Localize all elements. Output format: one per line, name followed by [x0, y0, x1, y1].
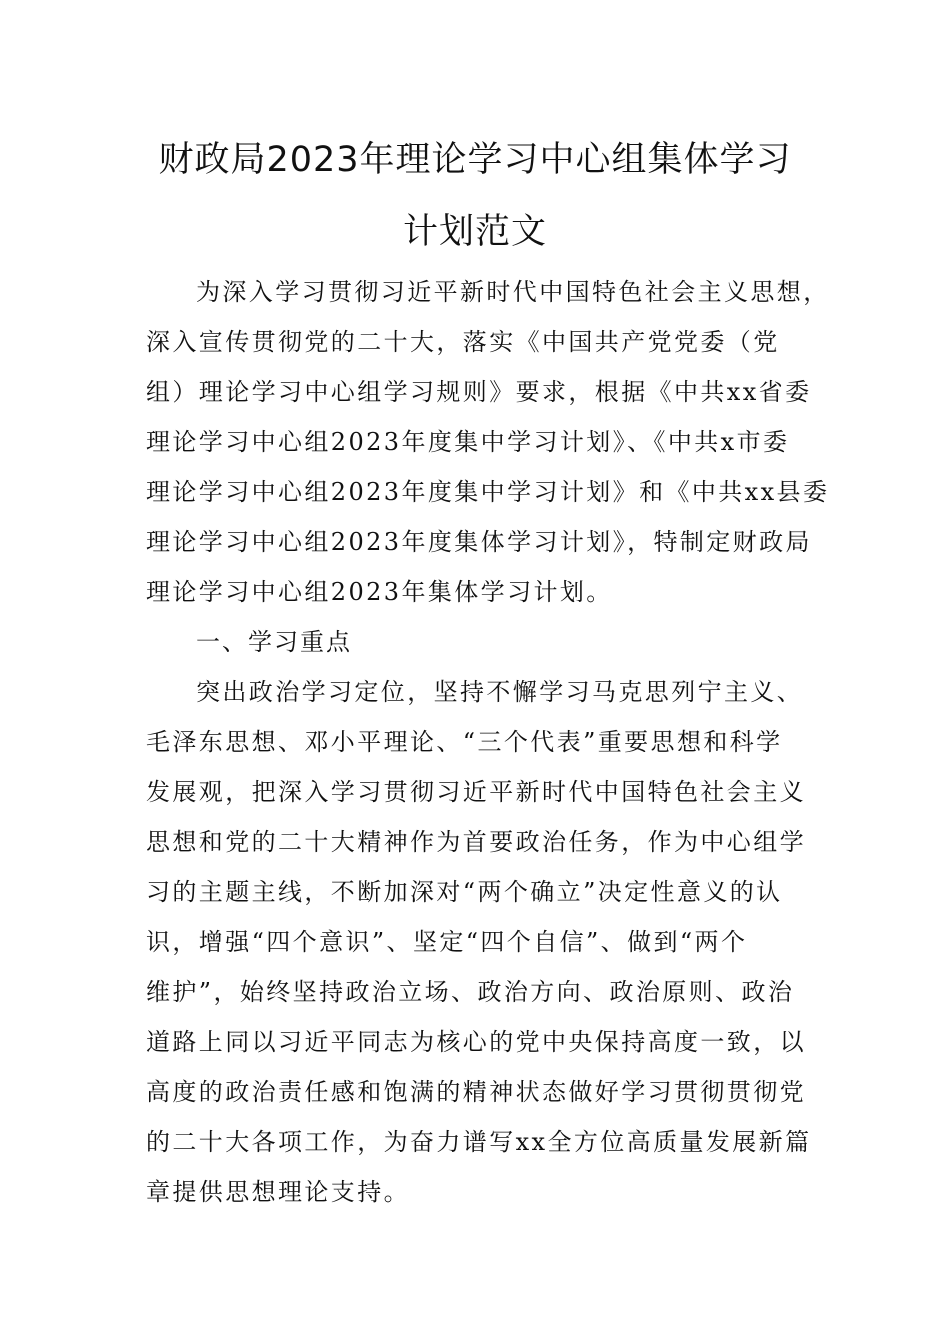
- section-paragraph-line: 的二十大各项工作，为奋力谱写xx全方位高质量发展新篇: [146, 1128, 812, 1156]
- section-paragraph-line: 思想和党的二十大精神作为首要政治任务，作为中心组学: [146, 828, 806, 856]
- section-paragraph-line: 维护”，始终坚持政治立场、政治方向、政治原则、政治: [146, 978, 795, 1006]
- intro-paragraph-line: 理论学习中心组2023年度集中学习计划》和《中共xx县委: [146, 478, 830, 506]
- intro-paragraph-line: 理论学习中心组2023年度集体学习计划》，特制定财政局: [146, 528, 812, 556]
- document-title-line-1: 财政局2023年理论学习中心组集体学习: [158, 140, 792, 180]
- section-paragraph-line: 高度的政治责任感和饱满的精神状态做好学习贯彻贯彻党: [146, 1078, 806, 1106]
- intro-paragraph-line: 为深入学习贯彻习近平新时代中国特色社会主义思想，: [196, 278, 830, 306]
- section-paragraph-line: 发展观，把深入学习贯彻习近平新时代中国特色社会主义: [146, 778, 806, 806]
- section-paragraph-line: 道路上同以习近平同志为核心的党中央保持高度一致，以: [146, 1028, 806, 1056]
- section-paragraph-line: 识，增强“四个意识”、坚定“四个自信”、做到“两个: [146, 928, 748, 956]
- intro-paragraph-line: 组）理论学习中心组学习规则》要求，根据《中共xx省委: [146, 378, 812, 406]
- section-paragraph-line: 习的主题主线，不断加深对“两个确立”决定性意义的认: [146, 878, 783, 906]
- intro-paragraph-line: 理论学习中心组2023年度集中学习计划》、《中共x市委: [146, 428, 790, 456]
- intro-paragraph-line: 理论学习中心组2023年集体学习计划。: [146, 578, 613, 606]
- intro-paragraph-line: 深入宣传贯彻党的二十大，落实《中国共产党党委（党: [146, 328, 780, 356]
- section-paragraph-line: 毛泽东思想、邓小平理论、“三个代表”重要思想和科学: [146, 728, 783, 756]
- section-paragraph-line: 章提供思想理论支持。: [146, 1178, 410, 1206]
- section-paragraph-line: 突出政治学习定位，坚持不懈学习马克思列宁主义、: [196, 678, 804, 706]
- document-title-line-2: 计划范文: [402, 212, 547, 252]
- section-heading: 一、学习重点: [196, 628, 352, 656]
